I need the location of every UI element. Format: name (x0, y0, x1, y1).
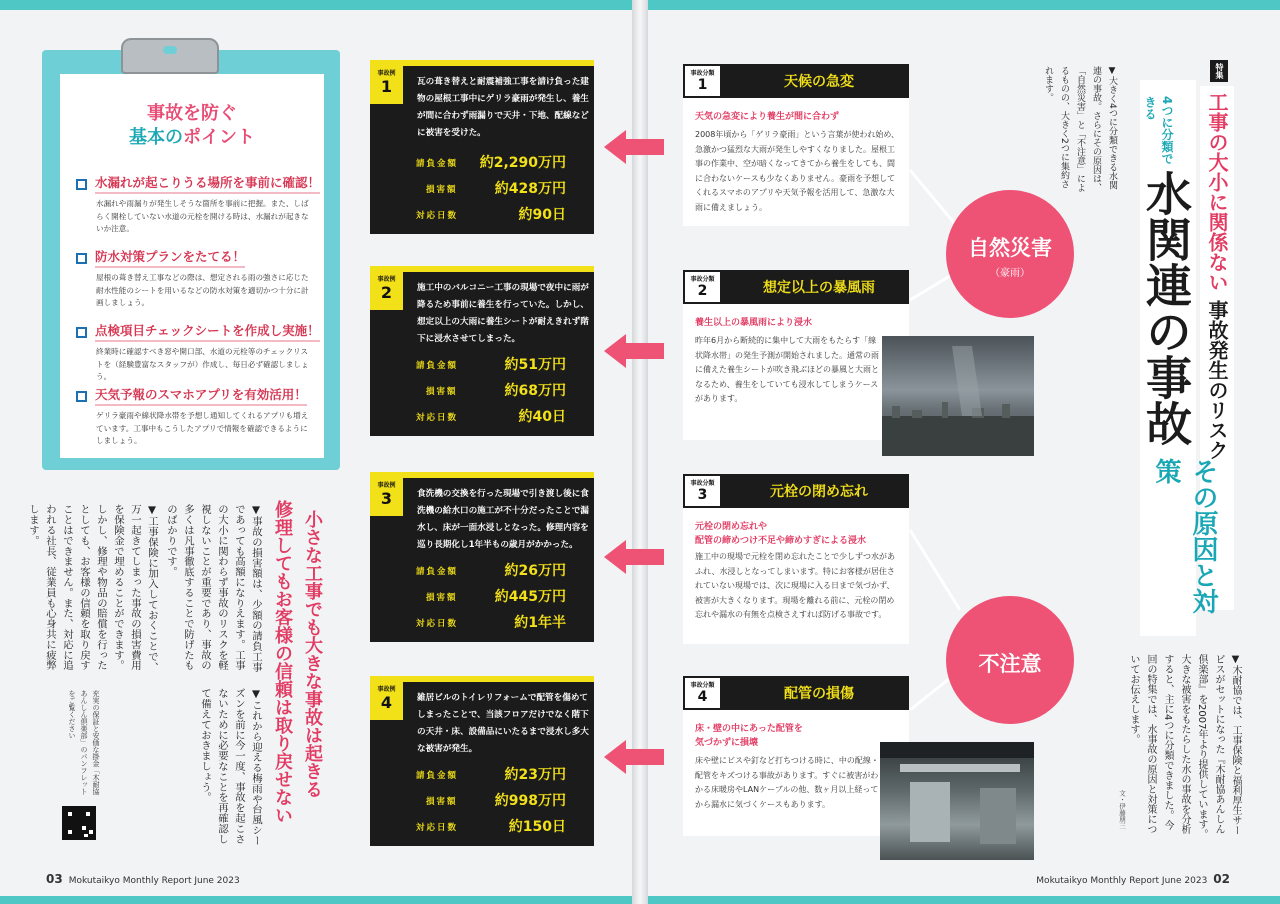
category-tag: 事故分類 4 (683, 676, 722, 710)
point-desc: 終業時に確認すべき窓や開口部、水道の元栓等のチェックリストを（経験豊富なスタッフが）作成し、毎日必ず確認しましょう。 (96, 347, 309, 381)
headline-sub: その原因と対策 (1151, 458, 1218, 614)
damage-row: 損害額 約998万円 (426, 793, 566, 809)
column-para-1: ▼事故の損害額は、少額の請負工事であっても高額になりえます。工事の大小に関わらず事故のリスクを軽視しないことが重要であり、事故の多くは凡事徹底することで防げたものばかりです。 (165, 504, 262, 672)
category-body: 2008年頃から「ゲリラ豪雨」という言葉が使われ始め、急激かつ猛烈な大雨が発生しやすくなりました。屋根工事の作業中、空が暗くなってきてから養生をしても、間に合わないケースも少なくありません。豪雨を予想してくれるスマホのアプリや天気予報を活用して、急激な大雨に備えましょう。 (695, 130, 900, 212)
point-title: 天気予報のスマホアプリを有効活用！ (95, 386, 307, 406)
case-tag: 事故例 3 (370, 476, 403, 516)
category-tag: 事故分類 2 (683, 270, 722, 304)
case-card-2 (370, 270, 594, 436)
category-tag: 事故分類 3 (683, 474, 722, 508)
column-para-2: ▼工事保険に加入しておくことで、万一起きてしまった事故の損害費用を保険金で埋めることができます。しかし、修理や物品の賠償を行ったとしても、お客様の信頼を取り戻すことはできません。また、対応に追われる社長、従業員も心身共に疲弊します。 (27, 504, 158, 672)
claim-row: 請負金額 約51万円 (416, 357, 566, 373)
qr-code-icon[interactable] (62, 806, 96, 840)
category-subtitle: 養生以上の暴風雨により浸水 (695, 318, 813, 328)
days-row: 対応日数 約150日 (416, 819, 566, 835)
natural-disaster-badge: 自然災害 （豪雨） (946, 190, 1074, 318)
category-title: 元栓の閉め忘れ (770, 484, 868, 500)
pink-arrow-icon (604, 334, 664, 368)
headline-sub-lead: 4つに分類できる (1143, 96, 1174, 165)
days-row: 対応日数 約1年半 (416, 615, 566, 631)
category-tag: 事故分類 1 (683, 64, 722, 98)
claim-row: 請負金額 約26万円 (416, 563, 566, 579)
qr-note: 充実の保証と安価な掛金「木耐協あんしん倶楽部」のパンフレットをご覧ください (68, 690, 100, 795)
column-heading-1: 小さな工事でも大きな事故は起きる (302, 510, 323, 798)
claim-row: 請負金額 約2,290万円 (416, 155, 566, 171)
days-row: 対応日数 約90日 (416, 207, 566, 223)
category-body: 床や壁にビスや釘など打ちつける時に、中の配線・配管をキズつける事故があります。すぐに被害がわかる床暖房やLANケーブルの他、数ヶ月以上経ってから漏水に気づくケースもあります。 (695, 756, 879, 809)
carelessness-badge: 不注意 (946, 596, 1074, 724)
pink-arrow-icon (604, 130, 664, 164)
category-body: 施工中の現場で元栓を閉め忘れたことで少しずつ水があふれ、水浸しとなってしまいます。特にお客様が居住されていない現場では、次に現場に入る日まで気づかず、被害が大きくなります。現場を離れる前に、元栓の閉め忘れや漏水の有無を点検さえすれば防げる事故です。 (695, 552, 895, 619)
headline-main: 水関連の事故 (1139, 170, 1193, 446)
case-description: 食洗機の交換を行った現場で引き渡し後に食洗機の給水口の施工が不十分だったことで漏水し、床が一面水浸しとなった。修理内容を巡り長期化し1年半もの歳月がかかった。 (417, 489, 589, 550)
headline-line-1: 工事の大小に関係ない (1205, 92, 1229, 292)
pipe-photo (880, 742, 1034, 860)
category-body: 昨年6月から断続的に集中して大雨をもたらす「線状降水帯」の発生予測が開始されました。通常の雨に備えた養生シートが吹き飛ぶほどの暴風と大雨となるため、養生をしていても浸水してしまうケースがあります。 (695, 336, 879, 403)
point-item (76, 322, 320, 386)
days-row: 対応日数 約40日 (416, 409, 566, 425)
claim-row: 請負金額 約23万円 (416, 767, 566, 783)
category-title: 想定以上の暴風雨 (763, 280, 875, 296)
credit-text: 文・伊藤朋三 (1118, 790, 1126, 829)
damage-row: 損害額 約68万円 (426, 383, 566, 399)
column-para-3: ▼これから迎える梅雨や台風シーズンを前に今一度、事故を起こさないために必要なことを再確認して備えておきましょう。 (199, 688, 262, 846)
headline-line-2: 事故発生のリスク (1205, 300, 1229, 460)
category-card-2 (683, 270, 909, 440)
intro-text: ▼大きく4つに分類できる水関連の事故。さらにその原因は、「自然災害」と「不注意」によるものの、大きく2つに集約されます。 (1043, 66, 1117, 192)
category-subtitle: 元栓の閉め忘れや 配管の締めつけ不足や締めすぎによる浸水 (695, 522, 867, 546)
point-desc: 水漏れや雨漏りが発生しそうな箇所を事前に把握。また、しばらく開栓していない水道の元栓を開ける時は、水漏れが起きないか注意。 (96, 199, 309, 233)
case-description: 瓦の葺き替えと耐震補強工事を請け負った建物の屋根工事中にゲリラ豪雨が発生し、養生が間に合わず雨漏りで天井・下地、配線などに被害を受けた。 (417, 77, 589, 138)
left-page-footer: 03 Mokutaikyo Monthly Report June 2023 (46, 872, 240, 886)
column-heading-2: 修理してもお客様の信頼は取り戻せない (272, 500, 293, 824)
category-subtitle: 天気の急変により養生が間に合わず (695, 112, 840, 122)
right-page-footer: Mokutaikyo Monthly Report June 2023 02 (1036, 872, 1230, 886)
category-card-1 (683, 64, 909, 226)
point-item (76, 174, 320, 238)
damage-row: 損害額 約428万円 (426, 181, 566, 197)
feature-tag: 特集 (1210, 60, 1228, 82)
category-subtitle: 床・壁の中にあった配管を 気づかずに損壊 (695, 724, 803, 748)
case-card-1 (370, 64, 594, 234)
pink-arrow-icon (604, 540, 664, 574)
checkbox-icon (76, 253, 87, 264)
case-card-3 (370, 476, 594, 642)
clipboard-clip-icon (121, 38, 219, 74)
case-description: 雑居ビルのトイレリフォームで配管を傷めてしまったことで、当該フロアだけでなく階下の天井・床、設備品にいたるまで浸水し多大な被害が発生。 (417, 693, 589, 754)
case-description: 施工中のバルコニー工事の現場で夜中に雨が降るため事前に養生を行っていた。しかし、想定以上の大雨に養生シートが耐えきれず階下に浸水させてしまった。 (417, 283, 589, 344)
checkbox-icon (76, 391, 87, 402)
point-item (76, 386, 320, 450)
point-title: 点検項目チェックシートを作成し実施！ (95, 322, 320, 342)
case-tag: 事故例 4 (370, 680, 403, 720)
outro-text: ▼木耐協では、工事保険と福利厚生サービスがセットになった『木耐協あんしん倶楽部』を2007年より提供しています。大きな被害をもたらした水の事故を分析すると、主に4つに分類できました。今回の特集では、水事故の原因と対策についてお伝えします。 (1128, 654, 1241, 840)
category-card-4 (683, 676, 909, 836)
case-tag: 事故例 1 (370, 64, 403, 104)
category-title: 配管の損傷 (784, 686, 854, 702)
point-title: 防水対策プランをたてる！ (95, 248, 245, 268)
pink-arrow-icon (604, 740, 664, 774)
category-title: 天候の急変 (784, 74, 854, 90)
case-tag: 事故例 2 (370, 270, 403, 310)
damage-row: 損害額 約445万円 (426, 589, 566, 605)
point-title: 水漏れが起こりうる場所を事前に確認！ (95, 174, 320, 194)
category-card-3 (683, 474, 909, 644)
point-desc: ゲリラ豪雨や線状降水帯を予想し通知してくれるアプリも増えています。工事中もこうしたアプリで情報を確認できるようにしましょう。 (96, 411, 309, 445)
point-desc: 屋根の葺き替え工事などの際は、想定される雨の強さに応じた耐水性能のシートを用いるなどの防水対策を適切かつ十分に計画しましょう。 (96, 273, 309, 307)
checkbox-icon (76, 179, 87, 190)
prevention-points-title: 事故を防ぐ 基本のポイント (129, 103, 255, 148)
checkbox-icon (76, 327, 87, 338)
case-card-4 (370, 680, 594, 846)
storm-photo (882, 336, 1034, 456)
point-item (76, 248, 320, 312)
